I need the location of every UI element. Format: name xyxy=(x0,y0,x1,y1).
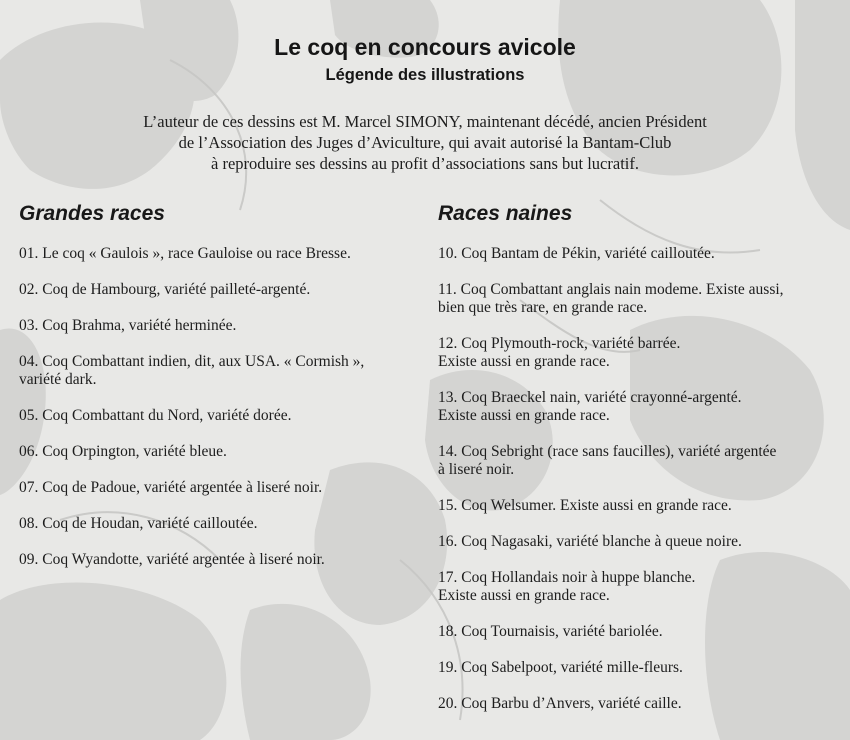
legend-entry xyxy=(19,515,257,533)
legend-entry xyxy=(438,281,784,317)
legend-entry-line: 10. Coq Bantam de Pékin, variété cailloutée. xyxy=(438,245,715,262)
intro-line: L’auteur de ces dessins est M. Marcel SIMONY, maintenant décédé, ancien Président xyxy=(143,112,707,131)
heading-grandes-races: Grandes races xyxy=(19,202,165,225)
legend-entry-line: 09. Coq Wyandotte, variété argentée à liseré noir. xyxy=(19,551,325,568)
legend-entry xyxy=(438,569,695,605)
legend-entry-line: 19. Coq Sabelpoot, variété mille-fleurs. xyxy=(438,659,683,676)
legend-entry xyxy=(438,389,742,425)
legend-entry-line: 07. Coq de Padoue, variété argentée à liseré noir. xyxy=(19,479,323,496)
legend-entry xyxy=(19,479,322,497)
legend-entry xyxy=(438,497,732,515)
legend-entry xyxy=(438,245,715,263)
legend-entry xyxy=(19,317,236,335)
legend-entry-line: 03. Coq Brahma, variété herminée. xyxy=(19,317,237,334)
legend-entry xyxy=(19,281,310,299)
legend-entry xyxy=(19,245,351,263)
legend-entry xyxy=(438,659,683,677)
intro-line: de l’Association des Juges d’Aviculture, qui avait autorisé la Bantam-Club xyxy=(178,133,672,152)
legend-entry-line: 01. Le coq « Gaulois », race Gauloise ou race Bresse. xyxy=(19,245,351,262)
legend-entry xyxy=(438,623,663,641)
legend-entry xyxy=(19,551,325,569)
legend-entry-line: 14. Coq Sebright (race sans faucilles), variété argentée xyxy=(438,443,777,460)
legend-entry-line: 18. Coq Tournaisis, variété bariolée. xyxy=(438,623,663,640)
intro-paragraph xyxy=(0,111,850,174)
legend-entry xyxy=(438,335,680,371)
legend-entry-line: 16. Coq Nagasaki, variété blanche à queue noire. xyxy=(438,533,742,550)
legend-entry-line: 12. Coq Plymouth-rock, variété barrée. xyxy=(438,335,681,352)
legend-entry-line: 17. Coq Hollandais noir à huppe blanche. xyxy=(438,569,696,586)
legend-entry-line: 04. Coq Combattant indien, dit, aux USA. « Cormish », xyxy=(19,353,365,370)
legend-entry xyxy=(438,533,742,551)
heading-races-naines: Races naines xyxy=(438,202,573,225)
legend-entry-line: 08. Coq de Houdan, variété cailloutée. xyxy=(19,515,258,532)
legend-entry-line: bien que très rare, en grande race. xyxy=(438,299,648,316)
legend-entry xyxy=(438,443,776,479)
page-subtitle: Légende des illustrations xyxy=(325,66,525,84)
legend-entry-line: à liseré noir. xyxy=(438,461,515,478)
legend-entry-line: 11. Coq Combattant anglais nain modeme. Existe aussi, xyxy=(438,281,784,298)
legend-entry-line: 05. Coq Combattant du Nord, variété dorée. xyxy=(19,407,292,424)
legend-entry-line: variété dark. xyxy=(19,371,97,388)
legend-entry-line: 20. Coq Barbu d’Anvers, variété caille. xyxy=(438,695,682,712)
legend-entry-line: 15. Coq Welsumer. Existe aussi en grande race. xyxy=(438,497,732,514)
legend-entry-line: Existe aussi en grande race. xyxy=(438,587,610,604)
legend-entry xyxy=(19,353,364,389)
legend-entry-line: 13. Coq Braeckel nain, variété crayonné-argenté. xyxy=(438,389,742,406)
legend-entry-line: Existe aussi en grande race. xyxy=(438,407,610,424)
legend-entry-line: 06. Coq Orpington, variété bleue. xyxy=(19,443,227,460)
page-title: Le coq en concours avicole xyxy=(274,34,576,60)
legend-entry-line: Existe aussi en grande race. xyxy=(438,353,610,370)
legend-entry xyxy=(19,443,227,461)
intro-line: à reproduire ses dessins au profit d’associations sans but lucratif. xyxy=(211,154,639,173)
legend-entry xyxy=(438,695,682,713)
legend-entry xyxy=(19,407,291,425)
legend-entry-line: 02. Coq de Hambourg, variété pailleté-argenté. xyxy=(19,281,311,298)
